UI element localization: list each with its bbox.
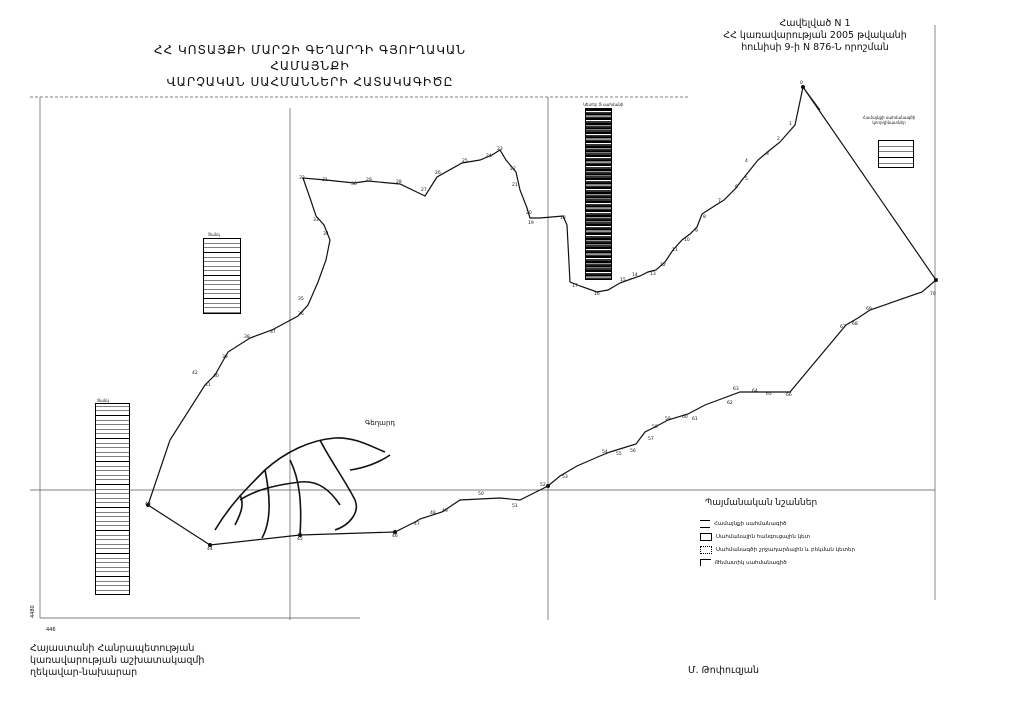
footer-left-line1: Հայաստանի Հանրապետության: [30, 643, 195, 654]
river-network: [215, 438, 390, 538]
svg-text:14: 14: [632, 273, 638, 278]
top-right-table: [878, 140, 914, 168]
svg-text:25: 25: [462, 159, 468, 164]
place-label-gegard: Գեղարդ: [365, 419, 396, 427]
annex-line3: հունիսի 9-ի N 876-Ն որոշման: [741, 42, 889, 53]
footer-left-line3: ղեկավար-նախարար: [30, 667, 138, 678]
svg-text:9: 9: [695, 229, 698, 234]
svg-text:37: 37: [270, 330, 276, 335]
svg-text:45: 45: [297, 537, 303, 542]
svg-text:36: 36: [298, 312, 304, 317]
svg-text:7: 7: [718, 199, 721, 204]
svg-text:8: 8: [703, 215, 706, 220]
svg-text:58: 58: [652, 425, 658, 430]
svg-text:67: 67: [840, 325, 846, 330]
legend-item-boundary: Համայնքի սահմանագիծ: [700, 520, 786, 528]
svg-text:46: 46: [392, 534, 398, 539]
svg-text:2: 2: [777, 137, 780, 142]
left-coordinate-table-caption: Ցանկ: [97, 398, 109, 403]
svg-text:54: 54: [602, 450, 608, 455]
mid-coordinate-table: [203, 238, 241, 314]
svg-text:11: 11: [672, 248, 678, 253]
grid-label-horizontal: 446: [46, 627, 56, 633]
svg-text:62: 62: [727, 401, 733, 406]
svg-text:16: 16: [594, 292, 600, 297]
svg-text:51: 51: [512, 504, 518, 509]
svg-text:23: 23: [497, 147, 503, 152]
right-coordinate-table: [585, 108, 612, 280]
svg-text:61: 61: [692, 417, 698, 422]
svg-text:64: 64: [752, 389, 758, 394]
svg-text:60: 60: [682, 415, 688, 420]
point-labels: [145, 80, 936, 552]
svg-text:26: 26: [435, 171, 441, 176]
grid-lines: [30, 25, 935, 620]
top-right-table-caption: Համայնքի սահմանագծի կոորդինատներ: [862, 115, 916, 125]
svg-text:35: 35: [298, 297, 304, 302]
svg-text:34: 34: [323, 232, 329, 237]
svg-text:18: 18: [560, 216, 566, 221]
node-point-icon: [700, 533, 712, 541]
mid-coordinate-table-caption: Ցանկ: [208, 232, 220, 237]
svg-text:42: 42: [192, 371, 198, 376]
svg-text:66: 66: [786, 393, 792, 398]
svg-text:30: 30: [351, 182, 357, 187]
svg-text:70: 70: [930, 292, 936, 297]
svg-text:59: 59: [665, 417, 671, 422]
svg-text:48: 48: [430, 511, 436, 516]
legend-item-thematic: Թեմատիկ սահմանագիծ: [700, 559, 787, 566]
svg-text:53: 53: [562, 475, 568, 480]
svg-text:49: 49: [442, 509, 448, 514]
boundary-segment: [803, 87, 820, 110]
svg-text:31: 31: [322, 178, 328, 183]
svg-text:38: 38: [244, 335, 250, 340]
svg-text:55: 55: [616, 452, 622, 457]
svg-text:5: 5: [745, 177, 748, 182]
svg-text:28: 28: [396, 180, 402, 185]
svg-text:57: 57: [648, 437, 654, 442]
svg-text:40: 40: [213, 374, 219, 379]
svg-text:24: 24: [486, 154, 492, 159]
svg-text:3: 3: [766, 152, 769, 157]
svg-text:52: 52: [540, 483, 546, 488]
svg-text:15: 15: [620, 278, 626, 283]
turn-point-icon: [700, 546, 712, 554]
svg-text:0: 0: [800, 81, 803, 86]
svg-text:27: 27: [421, 188, 427, 193]
svg-text:44: 44: [207, 547, 213, 552]
svg-text:10: 10: [684, 238, 690, 243]
annex-line2: ՀՀ կառավարության 2005 թվականի: [723, 30, 907, 41]
svg-text:21: 21: [512, 183, 518, 188]
svg-text:68: 68: [852, 322, 858, 327]
boundary-line-icon: [700, 520, 710, 528]
svg-text:47: 47: [414, 522, 420, 527]
legend-title: Պայմանական նշաններ: [705, 498, 818, 508]
svg-text:56: 56: [630, 449, 636, 454]
legend-item-node: Սահմանային հանգուցային կետ: [700, 533, 810, 541]
svg-text:63: 63: [733, 387, 739, 392]
footer-right-signature: Մ. Թոփուզյան: [688, 665, 760, 676]
svg-text:32: 32: [299, 176, 305, 181]
svg-text:12: 12: [660, 263, 666, 268]
thematic-line-icon: [700, 559, 711, 566]
grid-label-vertical: 4480: [30, 605, 36, 618]
svg-text:13: 13: [650, 272, 656, 277]
svg-text:29: 29: [366, 178, 372, 183]
svg-text:6: 6: [735, 185, 738, 190]
svg-text:22: 22: [510, 167, 516, 172]
svg-text:39: 39: [222, 355, 228, 360]
map-title-line2: ՎԱՐՉԱԿԱՆ ՍԱՀՄԱՆՆԵՐԻ ՀԱՏԱԿԱԳԻԾԸ: [166, 75, 454, 89]
svg-text:43: 43: [145, 502, 151, 507]
svg-text:17: 17: [572, 284, 578, 289]
svg-text:1: 1: [789, 122, 792, 127]
svg-text:33: 33: [313, 218, 319, 223]
svg-text:65: 65: [766, 392, 772, 397]
svg-text:69: 69: [866, 307, 872, 312]
svg-text:20: 20: [526, 211, 532, 216]
footer-left-signature-block: [30, 643, 204, 679]
svg-text:4: 4: [745, 159, 748, 164]
map-title-line1: ՀՀ ԿՈՏԱՅՔԻ ՄԱՐԶԻ ԳԵՂԱՐԴԻ ԳՅՈՒՂԱԿԱՆ ՀԱՄԱՅՆՔԻ: [153, 43, 466, 73]
boundary-points: [146, 85, 938, 547]
svg-text:19: 19: [528, 221, 534, 226]
footer-left-line2: կառավարության աշխատակազմի: [30, 655, 205, 666]
legend-item-turn-points: Սահմանագծի շրջադարձային և բեկման կետեր: [700, 546, 855, 554]
right-coordinate-table-caption: Կետեր Ց սահմանի: [583, 102, 624, 107]
annex-line1: Հավելված N 1: [779, 18, 851, 29]
svg-text:41: 41: [205, 383, 211, 388]
svg-text:50: 50: [478, 492, 484, 497]
left-coordinate-table: [95, 403, 130, 595]
